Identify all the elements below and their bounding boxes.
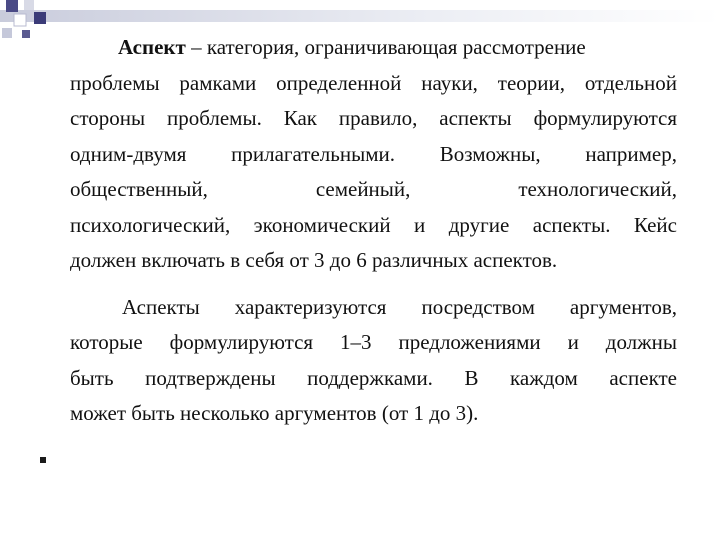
deco-square-dark <box>6 0 18 12</box>
text-line: которые формулируются 1–3 предложениями и должны <box>70 330 677 354</box>
paragraph-arguments <box>70 290 677 432</box>
text-line: общественный, семейный, технологический, <box>70 177 677 201</box>
text-line: одним-двумя прилагательными. Возможны, например, <box>70 141 677 166</box>
text-line: может быть несколько аргументов (от 1 до 3). <box>70 401 479 425</box>
text-line: проблемы рамками определенной науки, теории, отдельной <box>70 70 677 95</box>
bullet-square-icon <box>40 457 46 463</box>
text-line <box>70 30 677 66</box>
deco-square-outline <box>14 14 26 26</box>
decorative-band <box>0 10 720 22</box>
text-line: быть подтверждены поддержками. В каждом аспекте <box>70 365 677 390</box>
text-line: Аспекты характеризуются посредством аргументов, <box>122 294 677 319</box>
text-line: психологический, экономический и другие аспекты. Кейс <box>70 212 677 237</box>
document-body <box>70 30 677 432</box>
deco-square-dark-3 <box>22 30 30 38</box>
paragraph-aspect-definition <box>70 30 677 279</box>
deco-square-light-2 <box>2 28 12 38</box>
text-fragment: – категория, ограничивающая рассмотрение <box>185 35 586 59</box>
deco-square-light <box>24 0 34 10</box>
deco-square-dark-2 <box>34 12 46 24</box>
term-aspect: Аспект <box>118 35 186 59</box>
text-line: стороны проблемы. Как правило, аспекты формулируются <box>70 106 677 130</box>
text-line: должен включать в себя от 3 до 6 различных аспектов. <box>70 248 558 272</box>
